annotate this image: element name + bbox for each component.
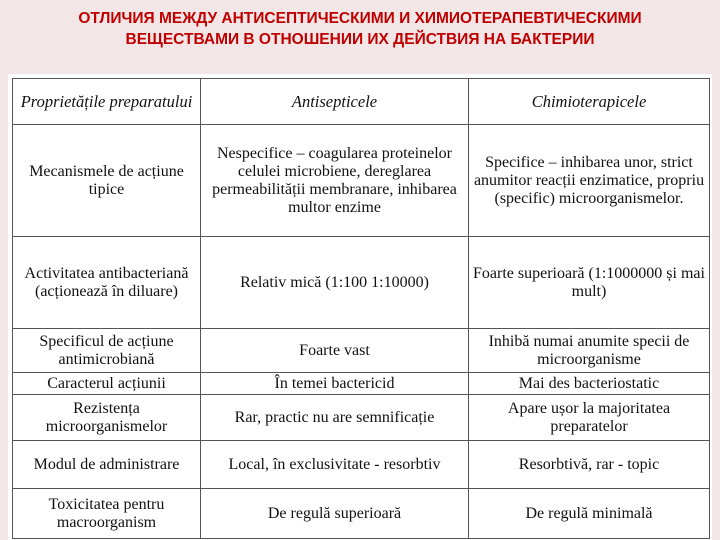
header-antiseptics: Antisepticele <box>201 79 469 125</box>
chemotherapeutics-cell: De regulă minimală <box>469 489 710 539</box>
table-row <box>13 373 710 395</box>
antiseptics-cell: Relativ mică (1:100 1:10000) <box>201 237 469 329</box>
chemotherapeutics-cell: Mai des bacteriostatic <box>469 373 710 395</box>
chemotherapeutics-cell: Inhibă numai anumite specii de microorganisme <box>469 329 710 373</box>
chemotherapeutics-cell: Apare ușor la majoritatea preparatelor <box>469 395 710 441</box>
header-chemotherapeutics: Chimioterapicele <box>469 79 710 125</box>
property-cell: Modul de administrare <box>13 441 201 489</box>
chemotherapeutics-cell: Specifice – inhibarea unor, strict anumitor reacții enzimatice, propriu (specific) microorganismelor. <box>469 125 710 237</box>
slide-title-line-2: ВЕЩЕСТВАМИ В ОТНОШЕНИИ ИХ ДЕЙСТВИЯ НА БАКТЕРИИ <box>125 31 595 48</box>
antiseptics-cell: Rar, practic nu are semnificație <box>201 395 469 441</box>
property-cell: Activitatea antibacteriană (acționează în diluare) <box>13 237 201 329</box>
slide-title-line-1: ОТЛИЧИЯ МЕЖДУ АНТИСЕПТИЧЕСКИМИ И ХИМИОТЕРАПЕВТИЧЕСКИМИ <box>78 10 642 27</box>
header-properties: Proprietățile preparatului <box>13 79 201 125</box>
table-row <box>13 441 710 489</box>
table-row <box>13 329 710 373</box>
chemotherapeutics-cell: Foarte superioară (1:1000000 și mai mult) <box>469 237 710 329</box>
table-row <box>13 489 710 539</box>
table-row <box>13 237 710 329</box>
property-cell: Mecanismele de acțiune tipice <box>13 125 201 237</box>
slide-title <box>0 8 720 50</box>
table-row <box>13 125 710 237</box>
property-cell: Toxicitatea pentru macroorganism <box>13 489 201 539</box>
comparison-table <box>12 78 710 539</box>
chemotherapeutics-cell: Resorbtivă, rar - topic <box>469 441 710 489</box>
table-row <box>13 395 710 441</box>
antiseptics-cell: Nespecifice – coagularea proteinelor celulei microbiene, dereglarea permeabilității membranare, inhibarea multor enzime <box>201 125 469 237</box>
table-header-row <box>13 79 710 125</box>
property-cell: Rezistența microorganismelor <box>13 395 201 441</box>
antiseptics-cell: Local, în exclusivitate - resorbtiv <box>201 441 469 489</box>
antiseptics-cell: În temei bactericid <box>201 373 469 395</box>
property-cell: Specificul de acțiune antimicrobiană <box>13 329 201 373</box>
antiseptics-cell: De regulă superioară <box>201 489 469 539</box>
property-cell: Caracterul acțiunii <box>13 373 201 395</box>
antiseptics-cell: Foarte vast <box>201 329 469 373</box>
